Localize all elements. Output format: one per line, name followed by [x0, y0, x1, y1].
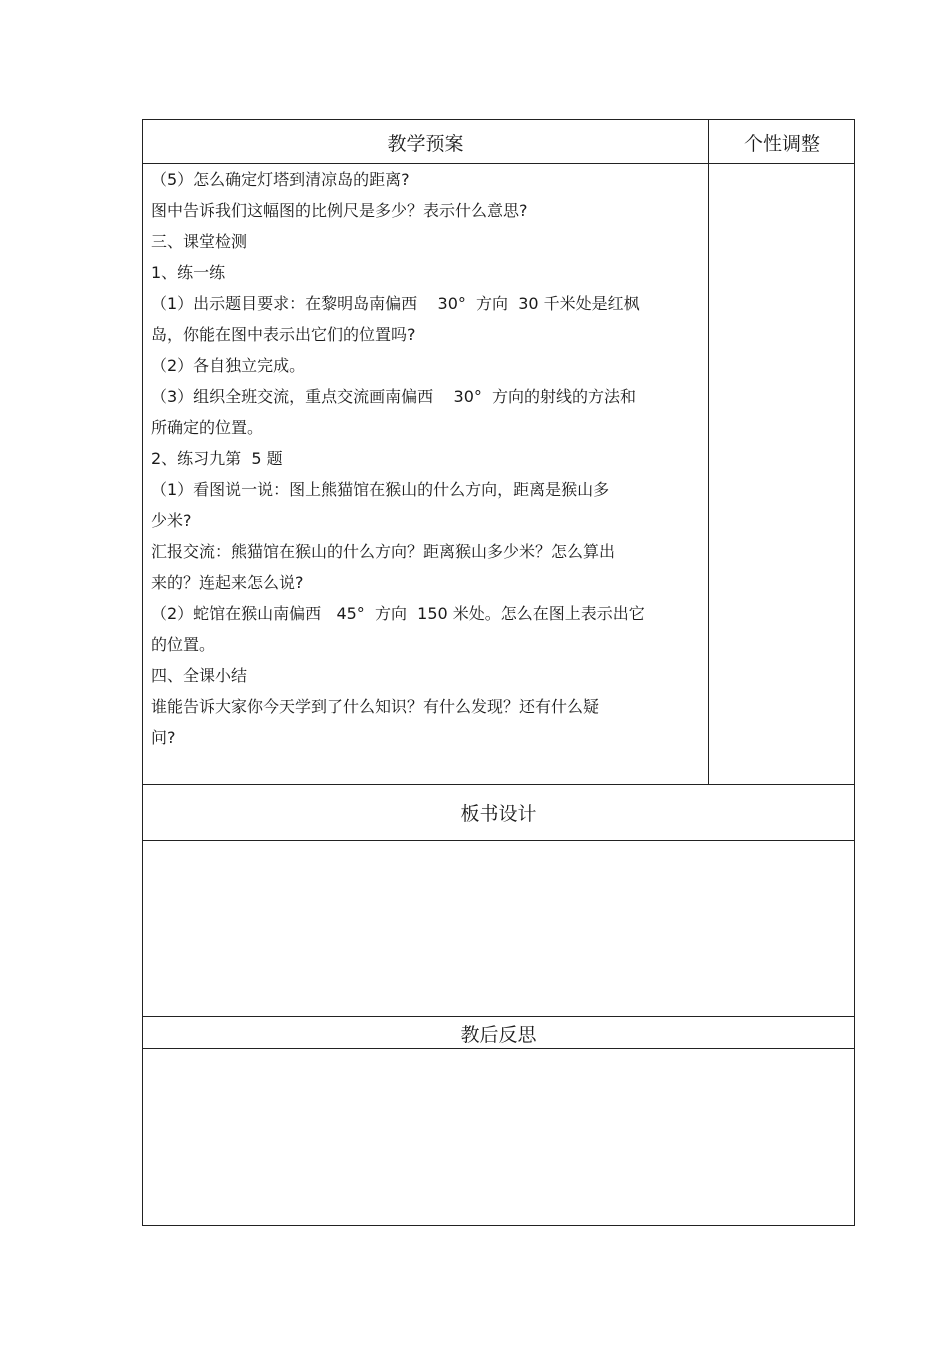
plan-line: （1）出示题目要求：在黎明岛南偏西 30° 方向 30 千米处是红枫: [151, 294, 640, 313]
plan-line: 问?: [151, 728, 176, 747]
plan-content: [151, 164, 703, 753]
plan-line: （5）怎么确定灯塔到清凉岛的距离?: [151, 170, 410, 189]
plan-line: 的位置。: [151, 635, 216, 654]
plan-line: 图中告诉我们这幅图的比例尺是多少？表示什么意思?: [151, 201, 528, 220]
reflection-title: 教后反思: [460, 1023, 537, 1046]
plan-line: 少米?: [151, 511, 192, 530]
plan-line: 三、课堂检测: [151, 232, 248, 251]
plan-line: 所确定的位置。: [151, 418, 264, 437]
plan-line: （2）蛇馆在猴山南偏西 45° 方向 150 米处。怎么在图上表示出它: [151, 604, 645, 623]
plan-line: 1、练一练: [151, 263, 226, 282]
board-design-title: 板书设计: [460, 803, 537, 825]
plan-line: 来的？连起来怎么说?: [151, 573, 304, 592]
plan-line: 谁能告诉大家你今天学到了什么知识？有什么发现？还有什么疑: [151, 697, 600, 716]
plan-line: （2）各自独立完成。: [151, 356, 306, 375]
plan-line: 2、练习九第 5 题: [151, 449, 283, 468]
header-adjust: 个性调整: [743, 132, 820, 155]
column-divider: [708, 120, 709, 784]
plan-line: 汇报交流：熊猫馆在猴山的什么方向？距离猴山多少米？怎么算出: [151, 542, 616, 561]
plan-line: 岛，你能在图中表示出它们的位置吗?: [151, 325, 416, 344]
board-design-divider: [143, 840, 854, 841]
header-plan: 教学预案: [387, 132, 464, 155]
plan-line: （3）组织全班交流，重点交流画南偏西 30° 方向的射线的方法和: [151, 387, 637, 406]
plan-line: （1）看图说一说：图上熊猫馆在猴山的什么方向，距离是猴山多: [151, 480, 610, 499]
lesson-plan-table: [142, 119, 855, 1226]
reflection-divider: [143, 1048, 854, 1049]
plan-line: 四、全课小结: [151, 666, 248, 685]
